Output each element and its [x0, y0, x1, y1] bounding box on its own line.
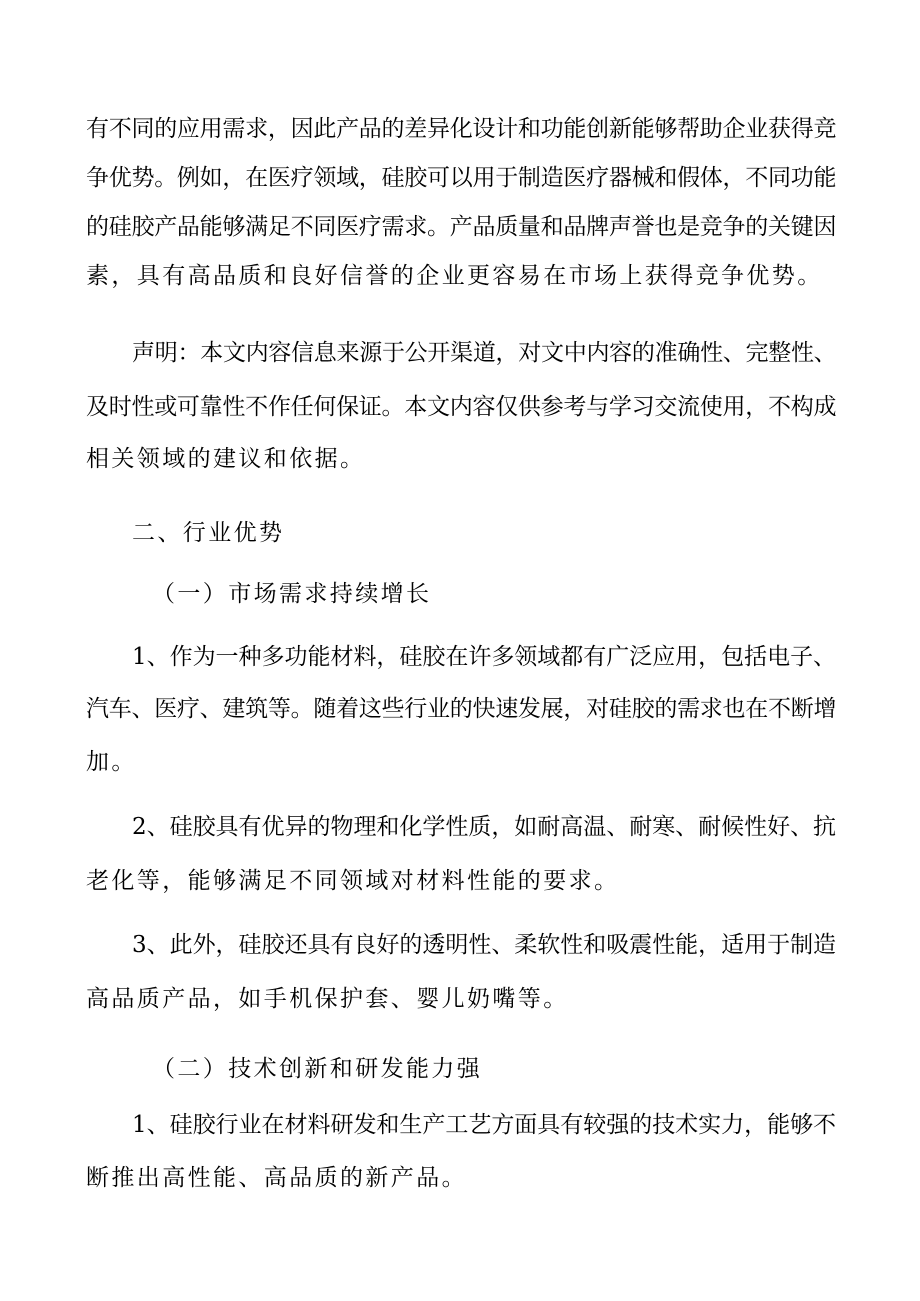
text-line: 素，具有高品质和良好信誉的企业更容易在市场上获得竞争优势。 [86, 263, 823, 289]
text-line: 相关领域的建议和依据。 [86, 446, 366, 472]
text-line: 3、此外，硅胶还具有良好的透明性、柔软性和吸震性能，适用于制造 [132, 932, 837, 958]
text-line: 加。 [86, 749, 137, 775]
text-line: 的硅胶产品能够满足不同医疗需求。产品质量和品牌声誉也是竞争的关键因 [86, 214, 837, 240]
text-line: 1、作为一种多功能材料，硅胶在许多领域都有广泛应用，包括电子、 [132, 644, 837, 670]
subsection-heading: （一）市场需求持续增长 [152, 581, 432, 607]
section-heading: 二、行业优势 [132, 520, 285, 546]
text-line: 汽车、医疗、建筑等。随着这些行业的快速发展，对硅胶的需求也在不断增 [86, 696, 837, 722]
text-line: 有不同的应用需求，因此产品的差异化设计和功能创新能够帮助企业获得竞 [86, 116, 837, 142]
text-line: 声明：本文内容信息来源于公开渠道，对文中内容的准确性、完整性、 [132, 340, 837, 366]
text-line: 2、硅胶具有优异的物理和化学性质，如耐高温、耐寒、耐候性好、抗 [132, 814, 837, 840]
text-line: 及时性或可靠性不作任何保证。本文内容仅供参考与学习交流使用，不构成 [86, 394, 837, 420]
subsection-heading: （二）技术创新和研发能力强 [152, 1056, 483, 1082]
text-line: 断推出高性能、高品质的新产品。 [86, 1165, 467, 1191]
text-line: 1、硅胶行业在材料研发和生产工艺方面具有较强的技术实力，能够不 [132, 1112, 837, 1138]
text-line: 争优势。例如，在医疗领域，硅胶可以用于制造医疗器械和假体，不同功能 [86, 165, 837, 191]
text-line: 高品质产品，如手机保护套、婴儿奶嘴等。 [86, 986, 569, 1012]
text-line: 老化等，能够满足不同领域对材料性能的要求。 [86, 868, 620, 894]
